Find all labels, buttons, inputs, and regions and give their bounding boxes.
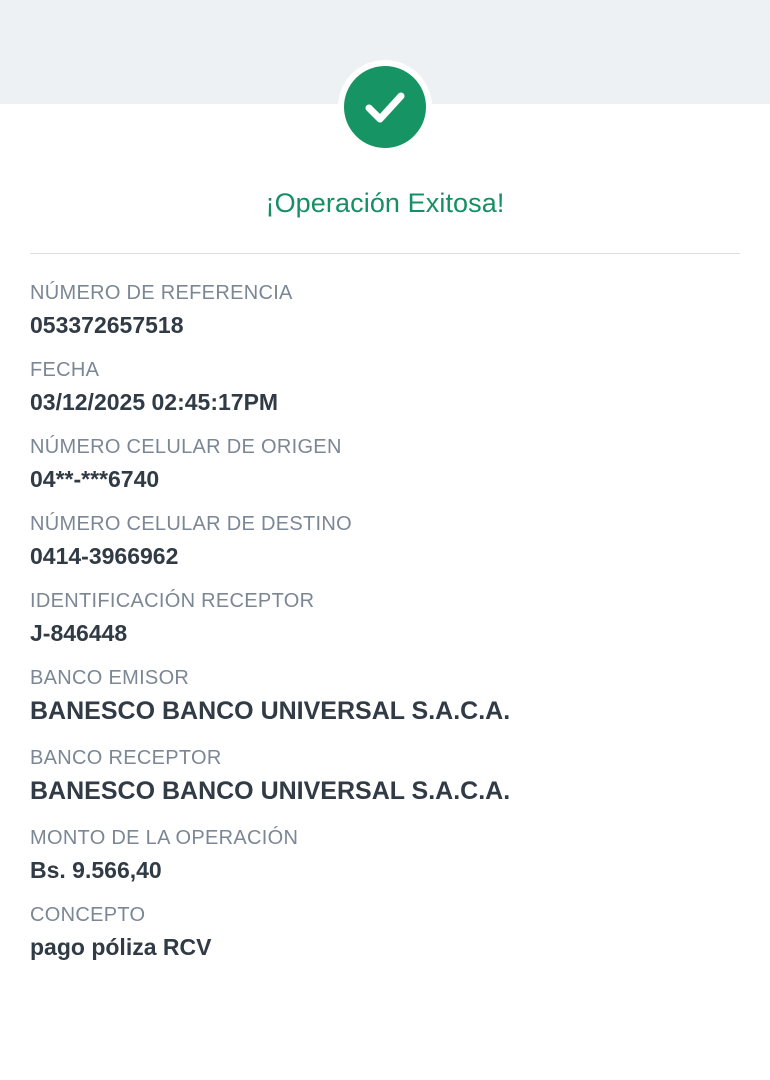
field-label: MONTO DE LA OPERACIÓN (30, 826, 299, 849)
field-label: CONCEPTO (30, 903, 146, 926)
field-value: BANESCO BANCO UNIVERSAL S.A.C.A. (30, 697, 511, 726)
field-issuing-bank (30, 665, 740, 729)
field-value: 03/12/2025 02:45:17PM (30, 389, 279, 416)
field-value: 04**-***6740 (30, 466, 160, 493)
field-label: NÚMERO DE REFERENCIA (30, 282, 293, 304)
receipt-fields (30, 280, 740, 979)
field-value: J-846448 (30, 620, 128, 647)
field-reference-number (30, 280, 740, 341)
field-label: BANCO RECEPTOR (30, 746, 222, 769)
status-icon-container (0, 60, 770, 154)
field-date (30, 357, 740, 418)
field-value: pago póliza RCV (30, 933, 212, 960)
field-label: FECHA (30, 359, 100, 382)
field-concept (30, 902, 740, 963)
field-value: 053372657518 (30, 312, 184, 338)
field-origin-phone (30, 434, 740, 495)
field-receiver-id (30, 588, 740, 649)
field-label: NÚMERO CELULAR DE ORIGEN (30, 436, 342, 459)
field-destination-phone (30, 511, 740, 572)
field-label: IDENTIFICACIÓN RECEPTOR (30, 590, 315, 613)
field-value: 0414-3966962 (30, 543, 179, 570)
field-value: Bs. 9.566,40 (30, 856, 162, 883)
field-receiving-bank (30, 745, 740, 809)
success-title: ¡Operación Exitosa! (265, 188, 505, 218)
field-label: NÚMERO CELULAR DE DESTINO (30, 513, 352, 536)
field-value: BANESCO BANCO UNIVERSAL S.A.C.A. (30, 776, 511, 805)
divider (30, 253, 740, 254)
field-amount (30, 825, 740, 886)
field-label: BANCO EMISOR (30, 667, 190, 690)
check-circle-icon (338, 60, 432, 154)
